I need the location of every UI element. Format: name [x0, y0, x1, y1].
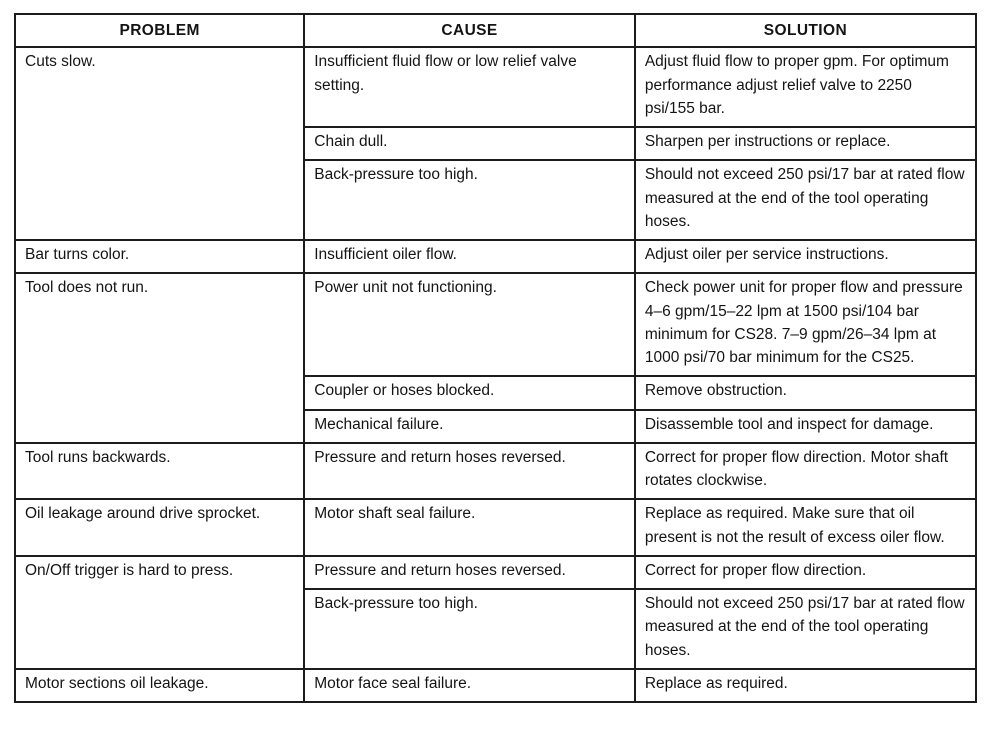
cause-cell: Motor face seal failure.	[304, 669, 635, 702]
cause-cell: Power unit not functioning.	[304, 273, 635, 376]
problem-cell: On/Off trigger is hard to press.	[15, 556, 304, 669]
table-row	[15, 669, 976, 702]
table-row	[15, 273, 976, 376]
solution-cell: Correct for proper flow direction.	[635, 556, 976, 589]
problem-cell: Tool does not run.	[15, 273, 304, 443]
cause-cell: Pressure and return hoses reversed.	[304, 443, 635, 500]
cause-cell: Pressure and return hoses reversed.	[304, 556, 635, 589]
solution-cell: Disassemble tool and inspect for damage.	[635, 410, 976, 443]
solution-cell: Sharpen per instructions or replace.	[635, 127, 976, 160]
cause-cell: Insufficient fluid flow or low relief valve setting.	[304, 47, 635, 127]
cause-cell: Back-pressure too high.	[304, 589, 635, 669]
cause-cell: Chain dull.	[304, 127, 635, 160]
cause-cell: Coupler or hoses blocked.	[304, 376, 635, 409]
problem-cell: Oil leakage around drive sprocket.	[15, 499, 304, 556]
solution-cell: Check power unit for proper flow and pressure 4–6 gpm/15–22 lpm at 1500 psi/104 bar minimum for CS28. 7–9 gpm/26–34 lpm at 1000 psi/70 bar minimum for the CS25.	[635, 273, 976, 376]
solution-cell: Should not exceed 250 psi/17 bar at rated flow measured at the end of the tool operating hoses.	[635, 160, 976, 240]
solution-cell: Correct for proper flow direction. Motor shaft rotates clockwise.	[635, 443, 976, 500]
solution-cell: Replace as required.	[635, 669, 976, 702]
solution-cell: Adjust fluid flow to proper gpm. For optimum performance adjust relief valve to 2250 psi/155 bar.	[635, 47, 976, 127]
cause-cell: Back-pressure too high.	[304, 160, 635, 240]
table-row	[15, 47, 976, 127]
table-header-row	[15, 14, 976, 47]
solution-cell: Adjust oiler per service instructions.	[635, 240, 976, 273]
problem-cell: Motor sections oil leakage.	[15, 669, 304, 702]
problem-cell: Tool runs backwards.	[15, 443, 304, 500]
cause-cell: Motor shaft seal failure.	[304, 499, 635, 556]
cause-cell: Mechanical failure.	[304, 410, 635, 443]
table-row	[15, 499, 976, 556]
problem-column-header: PROBLEM	[15, 14, 304, 47]
cause-column-header: CAUSE	[304, 14, 635, 47]
cause-cell: Insufficient oiler flow.	[304, 240, 635, 273]
solution-cell: Remove obstruction.	[635, 376, 976, 409]
table-row	[15, 240, 976, 273]
problem-cell: Cuts slow.	[15, 47, 304, 240]
problem-cell: Bar turns color.	[15, 240, 304, 273]
table-row	[15, 443, 976, 500]
troubleshooting-table	[14, 13, 977, 703]
solution-cell: Should not exceed 250 psi/17 bar at rated flow measured at the end of the tool operating hoses.	[635, 589, 976, 669]
solution-cell: Replace as required. Make sure that oil present is not the result of excess oiler flow.	[635, 499, 976, 556]
solution-column-header: SOLUTION	[635, 14, 976, 47]
table-row	[15, 556, 976, 589]
